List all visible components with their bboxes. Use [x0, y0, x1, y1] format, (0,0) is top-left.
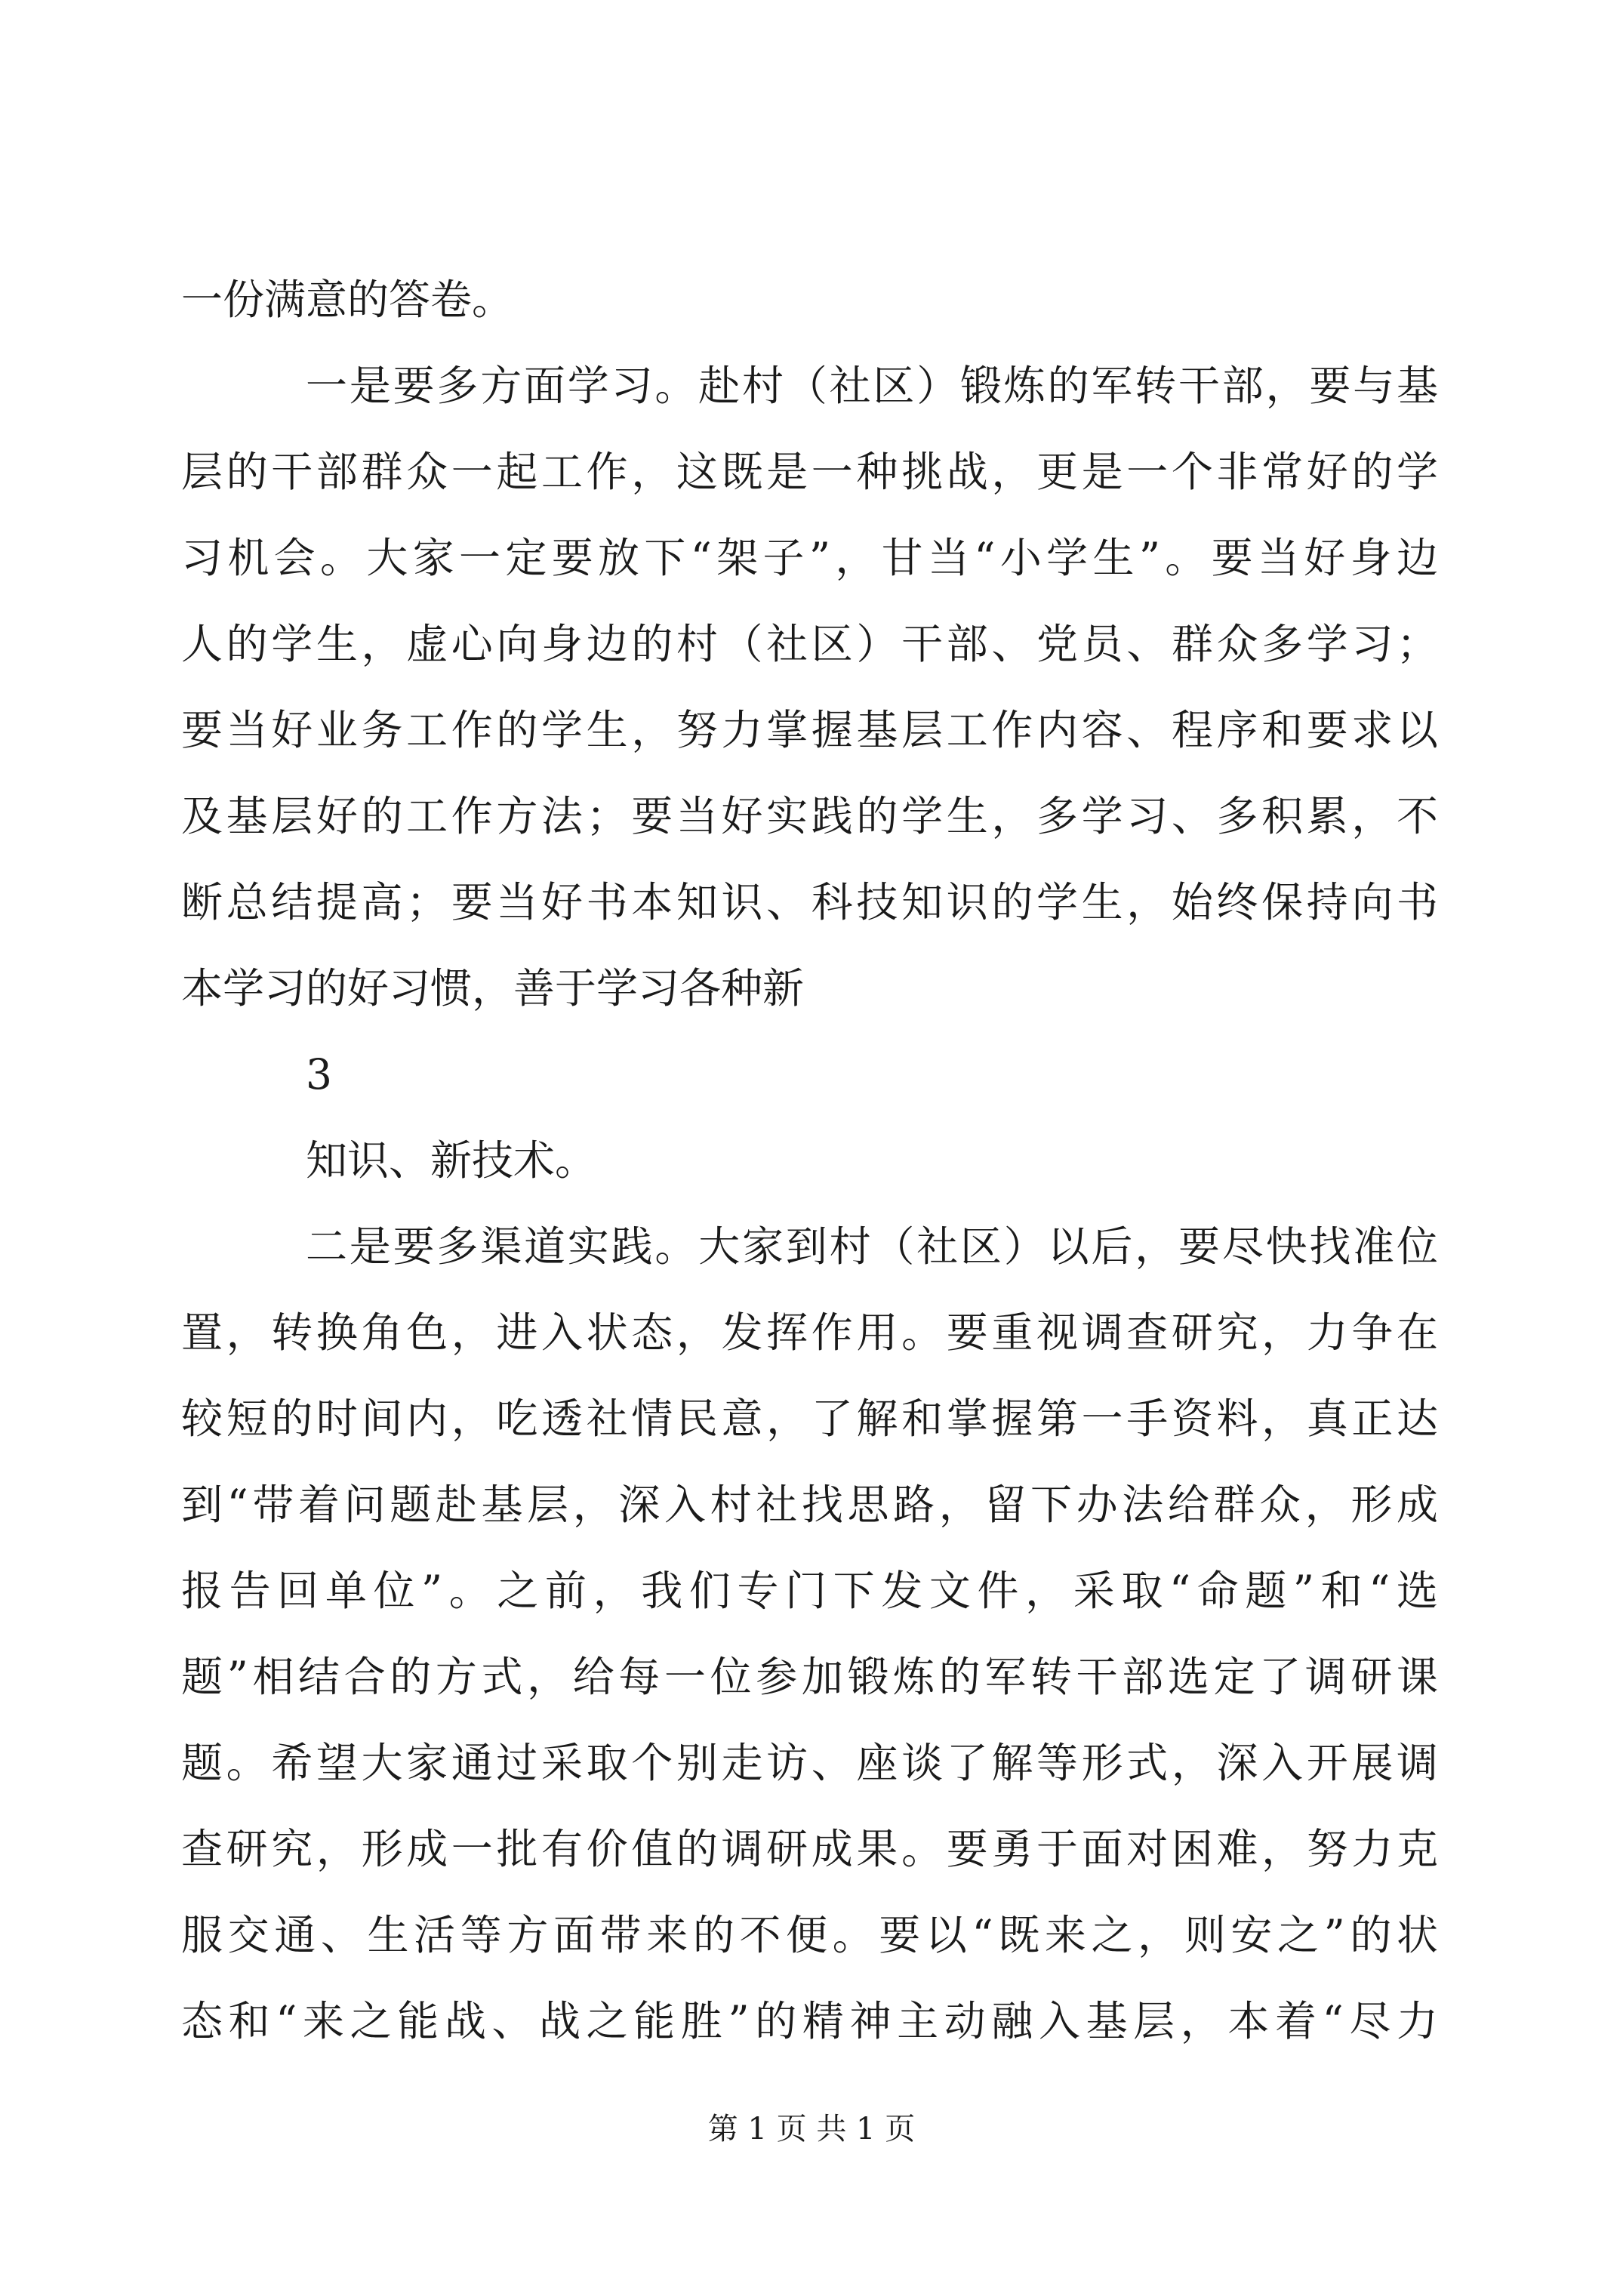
- text-line: 置，转换角色，进入状态，发挥作用。要重视调查研究，力争在: [181, 1308, 1438, 1357]
- text-line: 较短的时间内，吃透社情民意，了解和掌握第一手资料，真正达: [181, 1395, 1438, 1443]
- paragraph-first-line: 一是要多方面学习。赴村（社区）锻炼的军转干部，要与基: [306, 362, 1438, 410]
- document-body: [181, 257, 1438, 2064]
- paragraph-first-line: 二是要多渠道实践。大家到村（社区）以后，要尽快找准位: [306, 1222, 1438, 1271]
- text-line: 题”相结合的方式，给每一位参加锻炼的军转干部选定了调研课: [181, 1653, 1438, 1701]
- text-line: 要当好业务工作的学生，努力掌握基层工作内容、程序和要求以: [181, 706, 1438, 754]
- text-line: 层的干部群众一起工作，这既是一种挑战，更是一个非常好的学: [181, 448, 1438, 496]
- text-line: 题。希望大家通过采取个别走访、座谈了解等形式，深入开展调: [181, 1739, 1438, 1787]
- text-line: 一份满意的答卷。: [181, 276, 514, 324]
- text-line: 到“带着问题赴基层，深入村社找思路，留下办法给群众，形成: [181, 1481, 1438, 1529]
- text-line: 本学习的好习惯，善于学习各种新: [181, 964, 805, 1012]
- text-line: 服交通、生活等方面带来的不便。要以“既来之，则安之”的状: [181, 1911, 1438, 1959]
- page-footer: [0, 2106, 1623, 2152]
- text-line: 断总结提高；要当好书本知识、科技知识的学生，始终保持向书: [181, 878, 1438, 926]
- page-number-inline: 3: [306, 1050, 332, 1099]
- text-line: 知识、新技术。: [306, 1136, 597, 1185]
- page-count-label: 第 1 页 共 1 页: [707, 2112, 916, 2147]
- text-line: 态和“来之能战、战之能胜”的精神主动融入基层，本着“尽力: [181, 1997, 1438, 2045]
- text-line: 习机会。大家一定要放下“架子”，甘当“小学生”。要当好身边: [181, 534, 1438, 582]
- text-line: 查研究，形成一批有价值的调研成果。要勇于面对困难，努力克: [181, 1825, 1438, 1873]
- text-line: 报告回单位”。之前，我们专门下发文件，采取“命题”和“选: [181, 1567, 1438, 1615]
- text-line: 人的学生，虚心向身边的村（社区）干部、党员、群众多学习；: [181, 620, 1438, 668]
- text-line: 及基层好的工作方法；要当好实践的学生，多学习、多积累，不: [181, 792, 1438, 840]
